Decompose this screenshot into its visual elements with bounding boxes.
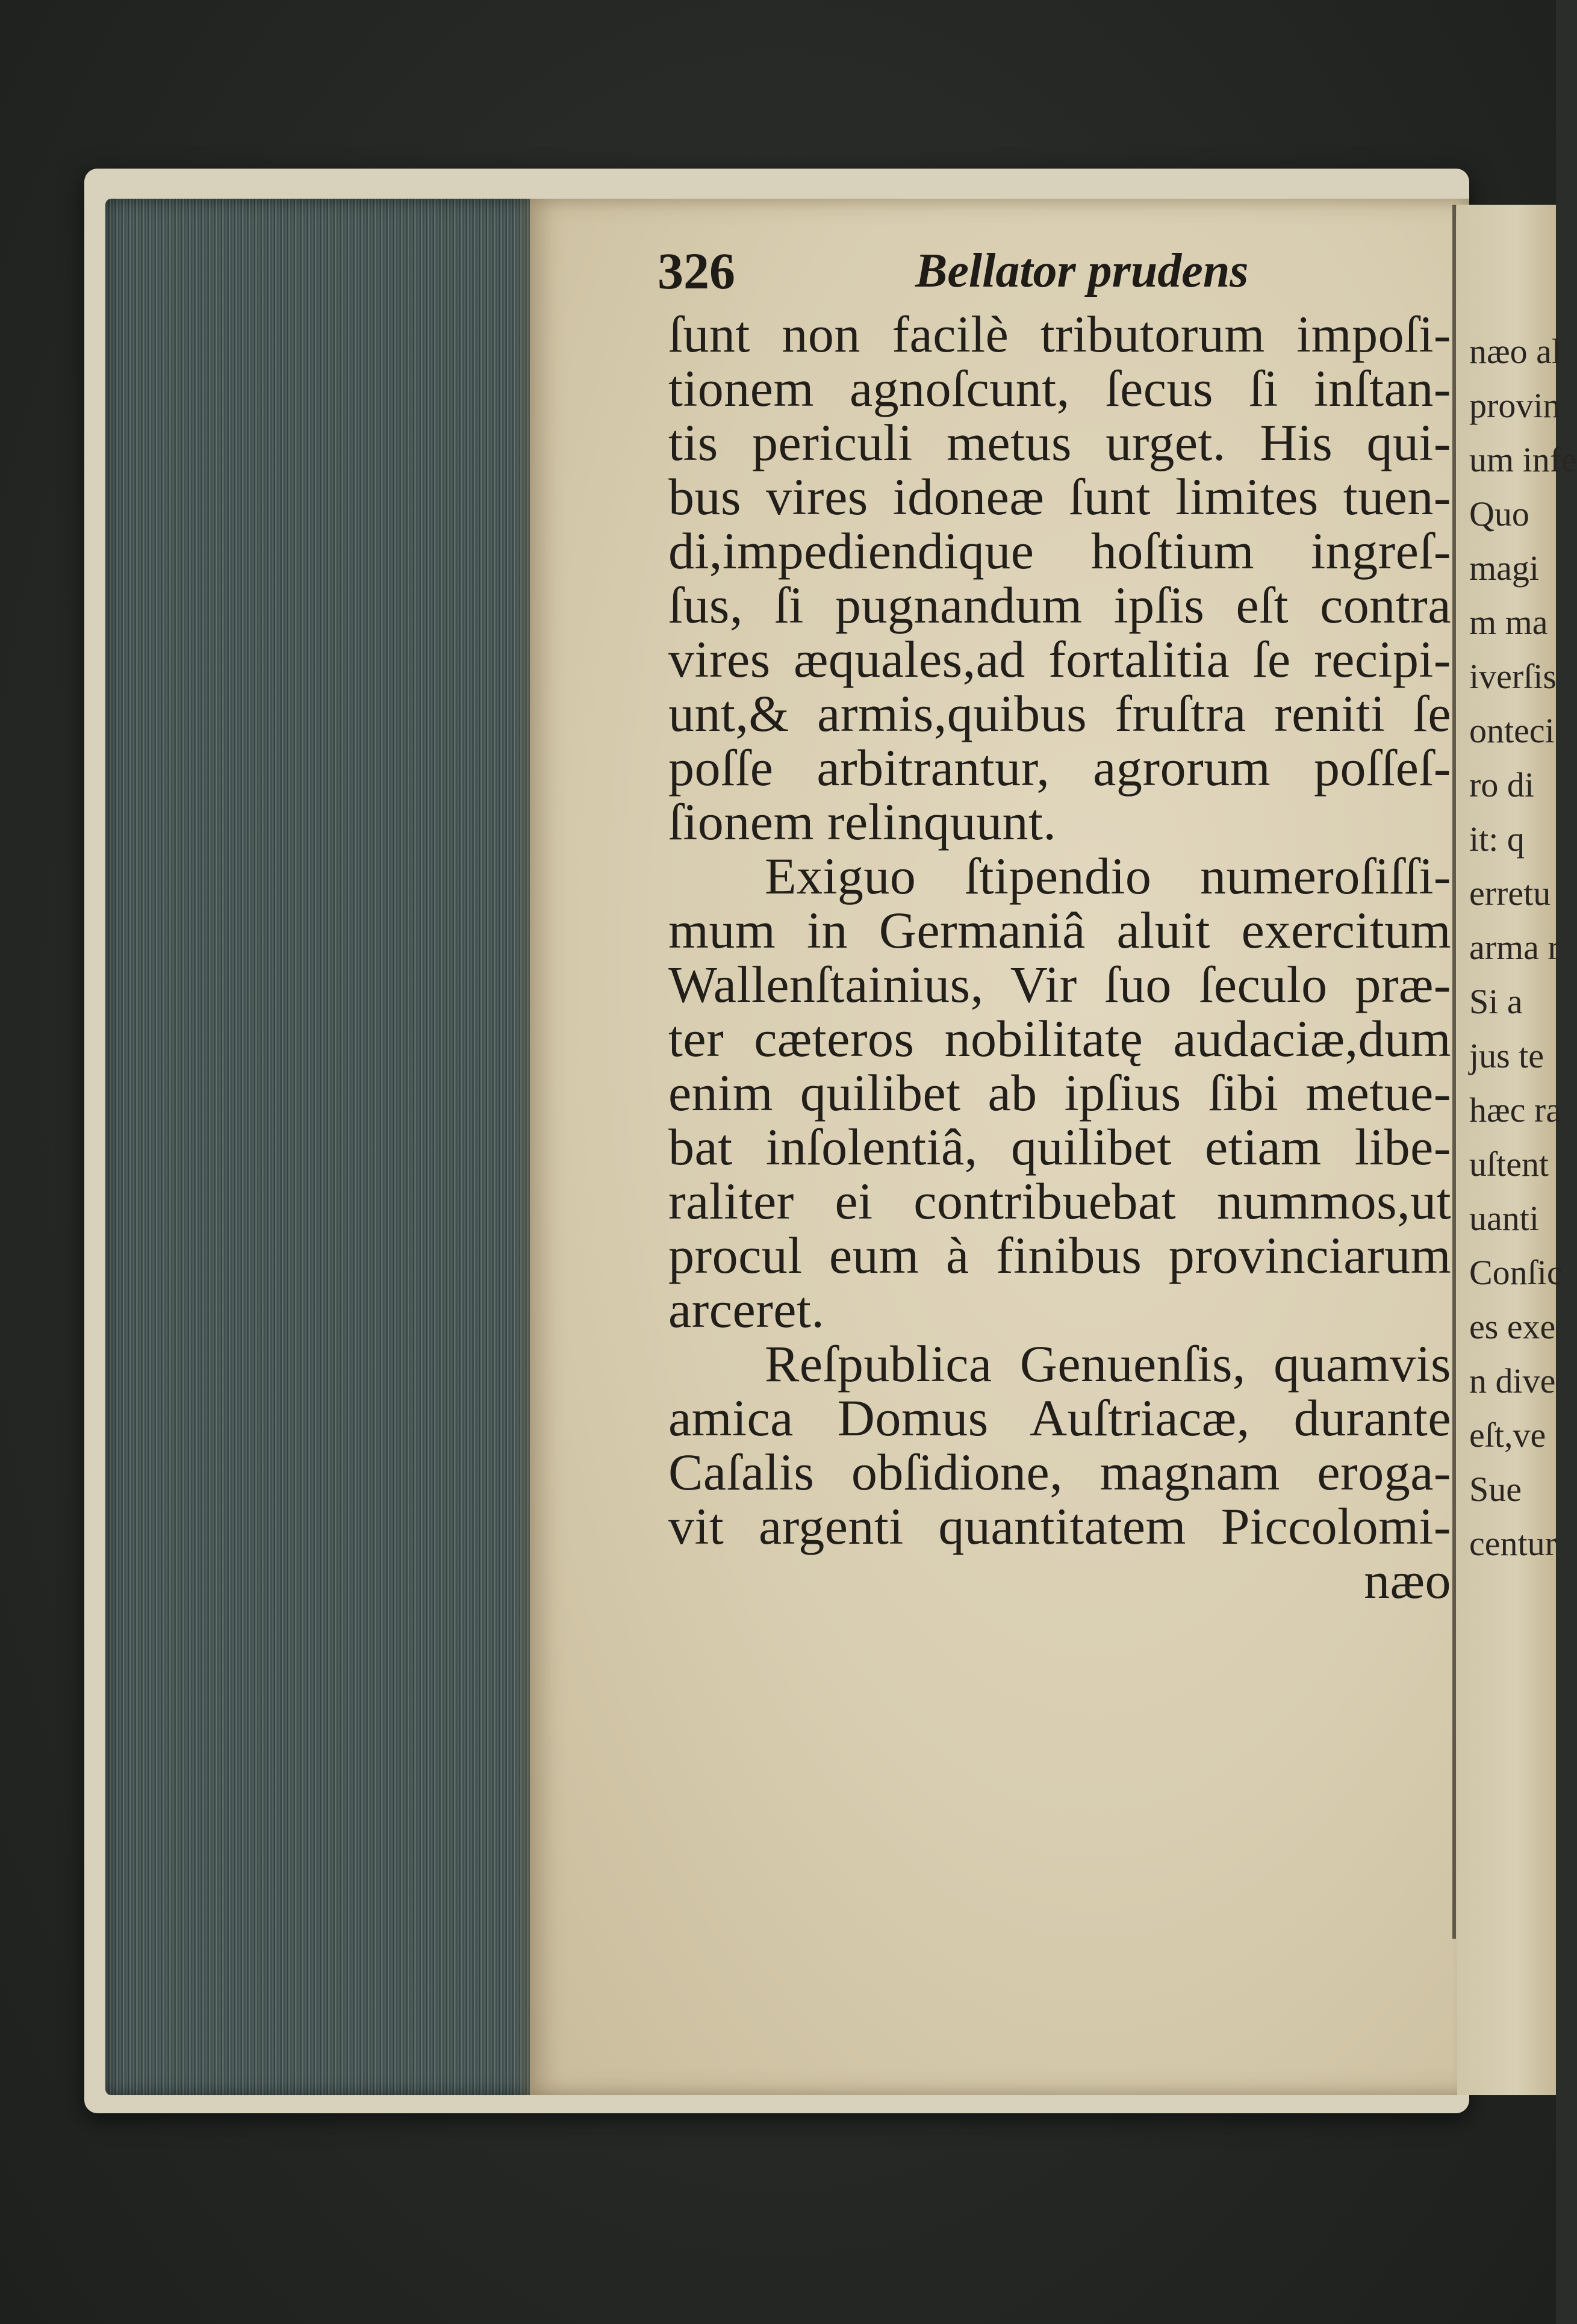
stacked-page-edges: [105, 199, 539, 2095]
next-page-fragment: m ma: [1469, 603, 1548, 642]
text-line: raliter ei contribuebat nummos,ut: [668, 1172, 1451, 1230]
catchword: næo: [1364, 1552, 1451, 1609]
text-line: ter cæteros nobilitatę audaciæ,dum: [668, 1010, 1451, 1067]
text-line: vires æquales,ad fortalitia ſe recipi-: [668, 630, 1451, 688]
text-line: tis periculi metus urget. His qui-: [668, 414, 1451, 471]
next-page-fragment: it: q: [1469, 819, 1525, 859]
page-gutter: [1452, 205, 1456, 1939]
text-line: unt,& armis,quibus fruſtra reniti ſe: [668, 685, 1451, 742]
text-line: poſſe arbitrantur, agrorum poſſeſ-: [668, 739, 1451, 797]
next-page-fragment: uanti: [1469, 1199, 1539, 1238]
text-line: Reſpublica Genuenſis, quamvis: [765, 1335, 1451, 1393]
text-line: vit argenti quantitatem Piccolomi-: [668, 1497, 1451, 1555]
next-page-fragment: n dive: [1469, 1361, 1556, 1400]
text-line: Caſalis obſidione, magnam eroga-: [668, 1443, 1451, 1501]
next-page-fragment: Quo: [1469, 494, 1529, 533]
next-page-fragment: es exe: [1469, 1307, 1556, 1346]
next-page-fragment: hæc ra: [1469, 1090, 1561, 1129]
next-page-fragment: ro di: [1469, 765, 1534, 804]
next-page-fragment: Si a: [1469, 982, 1523, 1021]
text-line: arceret.: [668, 1281, 825, 1338]
text-line: Wallenſtainius, Vir ſuo ſeculo præ-: [668, 955, 1451, 1013]
next-page-fragment: Sue: [1469, 1470, 1522, 1509]
text-line: ſunt non facilè tributorum impoſi-: [668, 305, 1451, 363]
text-line: mum in Germaniâ aluit exercitum: [668, 901, 1451, 959]
text-line: ſionem relinquunt.: [668, 793, 1057, 851]
text-line: ſus, ſi pugnandum ipſis eſt contra: [668, 576, 1451, 634]
text-line: di,impediendique hoſtium ingreſ-: [668, 522, 1451, 580]
body-text: [668, 307, 1451, 1608]
page-number: 326: [658, 242, 735, 300]
next-page-fragment: magi: [1469, 548, 1539, 588]
text-line: bus vires idoneæ ſunt limites tuen-: [668, 468, 1451, 526]
next-page-fragment: onteci: [1469, 711, 1555, 750]
next-page-fragment: arma r: [1469, 928, 1560, 967]
text-line: procul eum à finibus provinciarum: [668, 1226, 1451, 1284]
text-line: amica Domus Auſtriacæ, durante: [668, 1389, 1451, 1447]
next-page-fragment: jus te: [1469, 1036, 1544, 1075]
text-line: bat inſolentiâ, quilibet etiam libe-: [668, 1118, 1451, 1176]
next-page-fragment: centur: [1469, 1524, 1557, 1563]
text-line: enim quilibet ab ipſius ſibi metue-: [668, 1064, 1451, 1122]
running-head: Bellator prudens: [915, 244, 1249, 297]
next-page-fragment: Conſic: [1469, 1253, 1563, 1292]
next-page-fragment: næo al: [1469, 332, 1562, 371]
next-page-fragment: provin: [1469, 386, 1561, 425]
text-line: tionem agnoſcunt, ſecus ſi inſtan-: [668, 359, 1451, 417]
next-page-fragment: eſt,ve: [1469, 1415, 1546, 1455]
next-page-fragment: iverſis: [1469, 657, 1557, 696]
next-page-fragment: um infe: [1469, 440, 1577, 479]
next-page-fragment: uſtent: [1469, 1145, 1549, 1184]
next-page-fragment: erretu: [1469, 874, 1551, 913]
text-line: Exiguo ſtipendio numeroſiſſi-: [765, 847, 1451, 905]
